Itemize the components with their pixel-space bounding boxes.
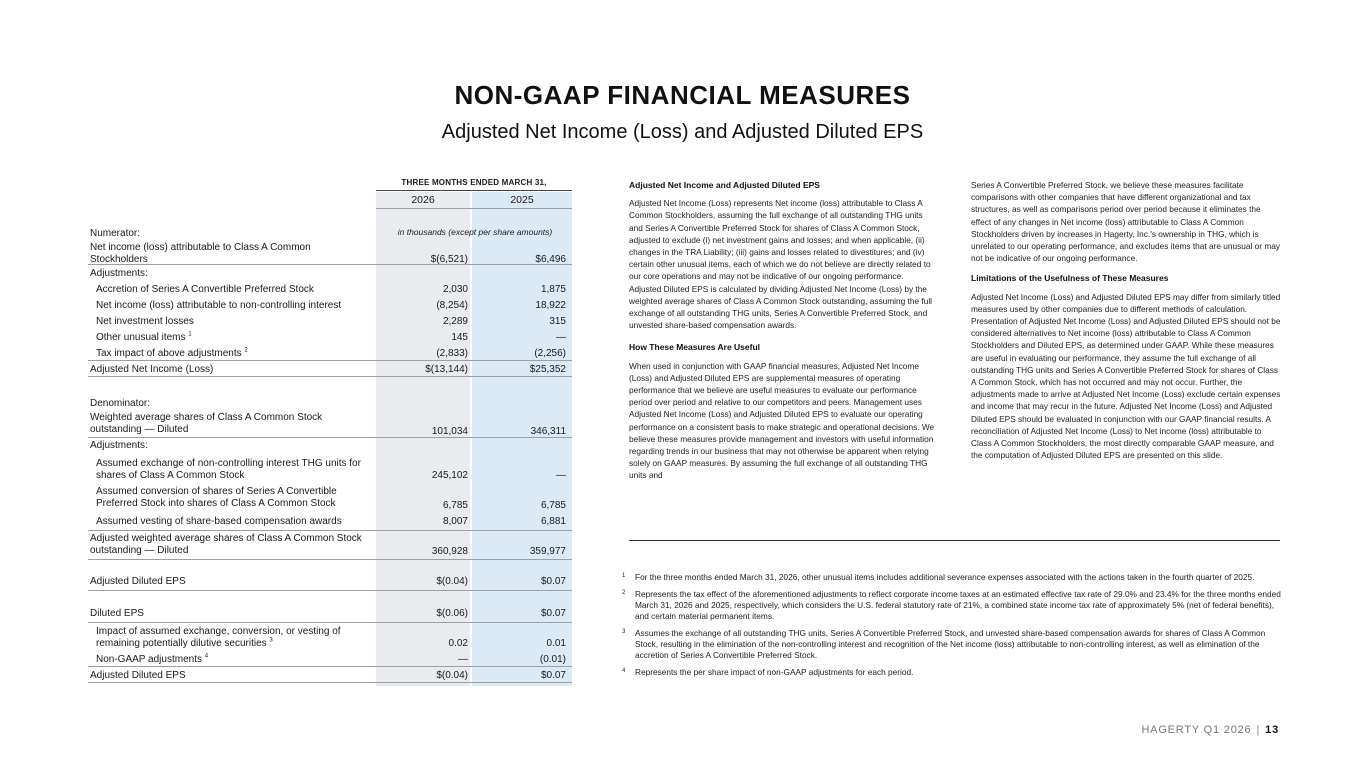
- page-title: NON-GAAP FINANCIAL MEASURES: [454, 80, 911, 110]
- year-header-2025: 2025: [510, 194, 534, 206]
- row-label: Assumed vesting of share-based compensation awards: [96, 516, 342, 527]
- text-column-left: [629, 179, 935, 490]
- value-2025: (0.01): [539, 654, 566, 665]
- row-label: Adjusted Net Income (Loss): [90, 364, 214, 375]
- header-rule: [376, 190, 572, 191]
- row-label: Non-GAAP adjustments $^4$: [96, 653, 209, 665]
- footnote-ref: 1: [188, 331, 192, 338]
- footnote: 4 Represents the per share impact of non-GAAP adjustments for each period.: [622, 667, 914, 677]
- footnote: 2 Represents the tax effect of the aforementioned adjustments to reflect corporate income taxes at an estimated effective tax rate of 29.0% and 23.4% for the three months ended March 31, 2026 and 2025, respectively, which considers the U.S. federal statutory rate of 21%, a combined state income tax rate of approximately 5% (net of federal benefits), and certain material permanent items.: [622, 589, 1281, 621]
- value-2026: $(6,521): [430, 254, 468, 265]
- section-heading: Adjusted Net Income and Adjusted Diluted EPS: [629, 180, 820, 190]
- value-2026: 245,102: [431, 470, 468, 481]
- units-note: in thousands (except per share amounts): [397, 227, 553, 237]
- value-2025: $0.07: [540, 608, 566, 619]
- value-2026: (2,833): [436, 348, 468, 359]
- footnote-divider: [629, 540, 1280, 541]
- paragraph: Series A Convertible Preferred Stock, we believe these measures facilitate comparisons with other companies that have different organizational and tax structures, as well as comparisons period over period because it eliminates the effect of any changes in Net income (loss) attributable to Class A Common Stockholders driven by increases in Hagerty, Inc.'s ownership in THG, which is unrelated to our operating performance, and excludes items that are unusual or may not be indicative of our ongoing performance.: [971, 180, 1281, 264]
- footnotes: [622, 572, 1282, 684]
- page-subtitle: Adjusted Net Income (Loss) and Adjusted Diluted EPS: [441, 121, 924, 143]
- section-heading: Limitations of the Usefulness of These Measures: [971, 273, 1169, 284]
- value-2025: 6,785: [540, 500, 566, 511]
- value-2026: 101,034: [431, 426, 468, 437]
- value-2025: —: [556, 332, 566, 343]
- row-label: Net income (loss) attributable to non-controlling interest: [96, 300, 342, 311]
- value-2025: $25,352: [529, 364, 566, 375]
- year-rule: [376, 208, 572, 209]
- value-2025: 359,977: [529, 546, 566, 557]
- row-label: Assumed conversion of shares of Series A Convertible Preferred Stock into shares of Class A Common Stock: [96, 486, 337, 509]
- row-rule: [88, 530, 572, 531]
- value-2026: 2,289: [442, 316, 468, 327]
- footnote: 3 Assumes the exchange of all outstanding THG units, Series A Convertible Preferred Stock, and unvested share-based compensation awards for shares of Class A Common Stock, resulting in the elimination of the non-controlling interest and recognition of the Net income (loss) attributable to non-controlling interest, as well as elimination of the accretion of Series A Convertible Preferred Stock.: [622, 628, 1266, 660]
- row-rule: [88, 622, 572, 623]
- value-2025: 18,922: [535, 300, 566, 311]
- value-2026: 2,030: [442, 284, 468, 295]
- value-2025: 315: [549, 316, 566, 327]
- value-2026: $(13,144): [425, 364, 468, 375]
- row-label: Adjustments:: [90, 268, 148, 279]
- row-rule: [88, 666, 572, 667]
- value-2026: 145: [451, 332, 468, 343]
- row-rule: [88, 682, 572, 683]
- value-2025: (2,256): [534, 348, 566, 359]
- footnote-ref: 3: [269, 637, 273, 644]
- row-rule: [88, 360, 572, 361]
- footer-separator: |: [1256, 724, 1261, 736]
- row-label: Adjusted Diluted EPS: [90, 576, 186, 587]
- period-header: THREE MONTHS ENDED MARCH 31,: [401, 178, 547, 187]
- value-2025: 1,875: [540, 284, 566, 295]
- row-label: Weighted average shares of Class A Common Stock outstanding — Diluted: [90, 412, 323, 435]
- value-2025: $0.07: [540, 670, 566, 681]
- paragraph: When used in conjunction with GAAP financial measures, Adjusted Net Income (Loss) and Adjusted Diluted EPS are supplemental measures of operating performance that we believe are useful measures to evaluate our performance period over period and relative to our competitors and peers. Management uses Adjusted Net Income (Loss) and Adjusted Diluted EPS to evaluate our operating performance on a consistent basis to make strategic and operational decisions. We believe these measures provide management and investors with useful information regarding trends in our business that may not otherwise be apparent when relying solely on GAAP measures. By assuming the full exchange of all outstanding THG units and: [629, 360, 935, 481]
- row-label: Denominator:: [90, 398, 151, 409]
- row-label: Impact of assumed exchange, conversion, or vesting of remaining potentially dilutive securities $^3$: [96, 626, 341, 649]
- row-label: Other unusual items $^1$: [96, 331, 192, 343]
- year-header-2026: 2026: [411, 194, 435, 206]
- text-column-right: [971, 179, 1281, 469]
- footer: [1141, 724, 1279, 736]
- value-2026: $(0.04): [436, 576, 468, 587]
- footnote-ref: 4: [204, 653, 209, 660]
- paragraph: Adjusted Net Income (Loss) and Adjusted Diluted EPS may differ from similarly titled measures used by other companies due to different methods of calculation. Presentation of Adjusted Net Income (Loss) and Adjusted Diluted EPS should not be considered alternatives to Net income (loss) attributable to Class A Common Stockholders and Diluted EPS, as determined under GAAP. While these measures are useful in evaluating our performance, they assume the full exchange of all outstanding THG units and Series A Convertible Preferred Stock for shares of Class A Common Stock, which has not occurred and may not occur. Further, the adjustments made to arrive at Adjusted Net Income (Loss) exclude certain expenses and income that may recur in the future. Adjusted Net Income (Loss) and Adjusted Diluted EPS should be evaluated in conjunction with our GAAP financial results. A reconciliation of Adjusted Net Income (Loss) to Net income (loss) attributable to Class A Common Stockholders, the most directly comparable GAAP measure, and the computation of Adjusted Diluted EPS are presented on this slide.: [971, 291, 1281, 461]
- footer-brand: HAGERTY Q1 2026: [1141, 724, 1252, 736]
- row-rule: [88, 264, 572, 265]
- paragraph: Adjusted Net Income (Loss) represents Net income (loss) attributable to Class A Common Stockholders, assuming the full exchange of all outstanding THG units and Series A Convertible Preferred Stock for shares of Class A Common Stock, adjusted to exclude (i) net investment gains and losses; and when applicable, (ii) changes in the TRA Liability; (iii) gains and losses related to divestitures; and (iv) certain other unusual items, each of which we do not believe are directly related to our core operations and may not be indicative of our ongoing performance. Adjusted Diluted EPS is calculated by dividing Adjusted Net Income (Loss) by the weighted average shares of Class A Common Stock outstanding, assuming the full exchange of all outstanding THG units, Series A Convertible Preferred Stock, and unvested share-based compensation awards.: [629, 198, 933, 331]
- row-rule: [88, 590, 572, 591]
- value-2025: 346,311: [530, 426, 566, 437]
- value-2025: 0.01: [546, 638, 566, 649]
- row-label: Accretion of Series A Convertible Preferred Stock: [96, 284, 314, 295]
- footnote-ref: 2: [244, 347, 248, 354]
- section-heading: How These Measures Are Useful: [629, 342, 761, 353]
- row-label: Assumed exchange of non-controlling interest THG units for shares of Class A Common Stock: [96, 458, 361, 481]
- row-label: Numerator:: [90, 228, 141, 239]
- row-rule: [88, 437, 572, 438]
- value-2026: 6,785: [442, 500, 468, 511]
- row-label: Tax impact of above adjustments $^2$: [96, 347, 248, 359]
- value-2026: $(0.06): [436, 608, 468, 619]
- row-label: Diluted EPS: [90, 608, 144, 619]
- row-rule: [88, 559, 572, 560]
- page-number: 13: [1265, 724, 1279, 736]
- row-label: Net income (loss) attributable to Class A Common Stockholders: [90, 242, 311, 265]
- value-2025: 6,881: [540, 516, 566, 527]
- row-label: Adjusted Diluted EPS: [90, 670, 186, 681]
- value-2026: 0.02: [448, 638, 468, 649]
- value-2025: $0.07: [540, 576, 566, 587]
- footnote: 1 For the three months ended March 31, 2026, other unusual items includes additional severance expenses associated with the actions taken in the fourth quarter of 2025.: [622, 572, 1255, 582]
- value-2026: —: [458, 654, 468, 665]
- value-2026: 8,007: [442, 516, 468, 527]
- value-2026: (8,254): [436, 300, 468, 311]
- value-2025: —: [556, 470, 566, 481]
- row-label: Adjustments:: [90, 440, 148, 451]
- value-2026: $(0.04): [436, 670, 468, 681]
- row-rule: [88, 376, 572, 377]
- row-label: Net investment losses: [96, 316, 194, 327]
- row-label: Adjusted weighted average shares of Class A Common Stock outstanding — Diluted: [90, 533, 362, 556]
- value-2026: 360,928: [431, 546, 468, 557]
- value-2025: $6,496: [535, 254, 566, 265]
